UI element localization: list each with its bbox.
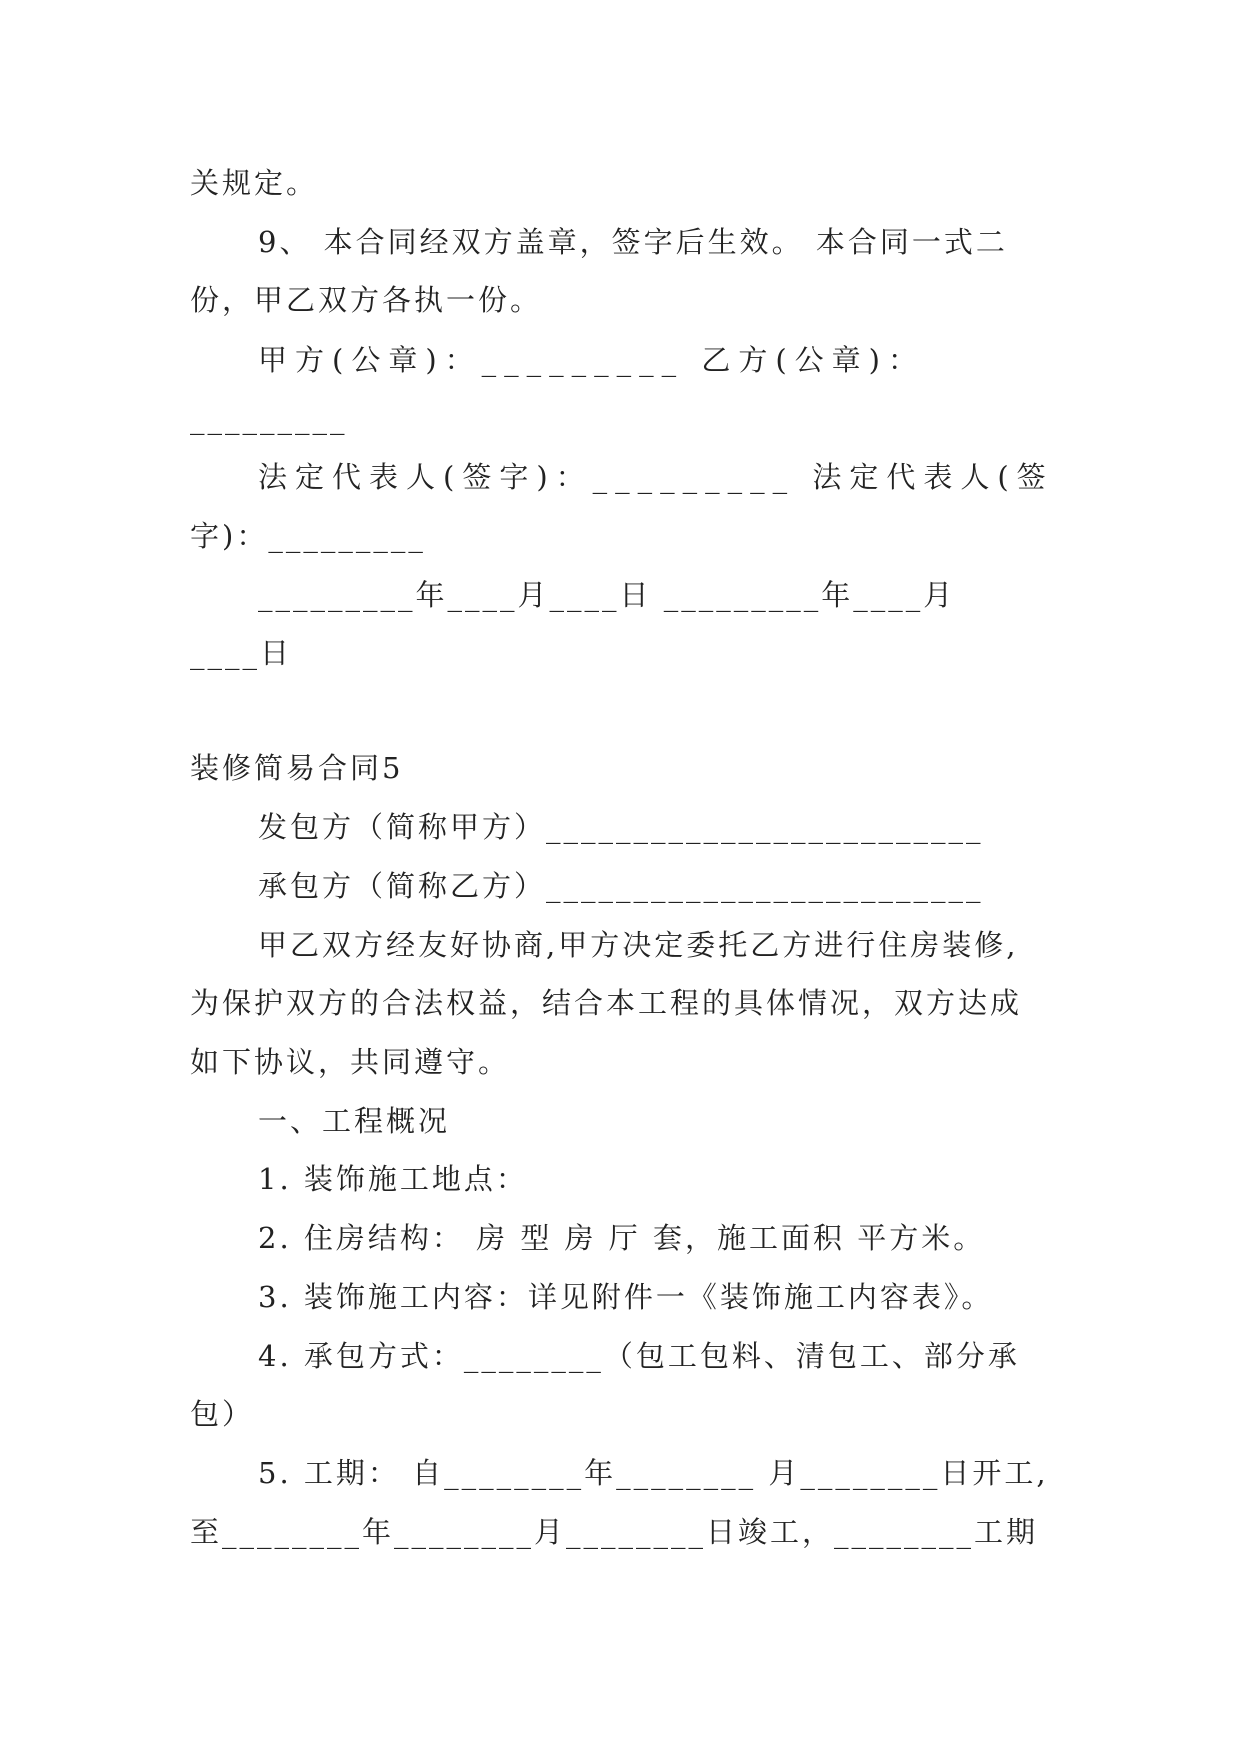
text-line: 份，甲乙双方各执一份。 — [190, 283, 543, 317]
clause-item: 1. 装饰施工地点： — [258, 1162, 528, 1196]
clause-item: 5. 工期： 自________年________ 月________日开工, — [258, 1456, 1049, 1490]
party-b-line: 承包方（简称乙方）_________________________ — [258, 869, 984, 903]
text-line: 为保护双方的合法权益，结合本工程的具体情况，双方达成 — [190, 986, 1023, 1020]
date-line: _________年____月____日 _________年____月 — [258, 578, 956, 612]
text-line: 9、 本合同经双方盖章，签字后生效。 本合同一式二 — [258, 225, 1008, 259]
text-line: ____日 — [190, 636, 293, 670]
clause-item: 4. 承包方式：________（包工包料、清包工、部分承 — [258, 1339, 1020, 1373]
section-title: 装修简易合同5 — [190, 751, 404, 785]
text-line: _________ — [190, 401, 348, 435]
clause-item: 2. 住房结构： 房 型 房 厅 套，施工面积 平方米。 — [258, 1221, 986, 1255]
section-heading: 一、工程概况 — [258, 1104, 451, 1138]
legal-representative-line: 法定代表人(签字)：_________ 法定代表人(签 — [258, 460, 1054, 494]
text-line: 如下协议，共同遵守。 — [190, 1045, 511, 1079]
text-line: 甲乙双方经友好协商,甲方决定委托乙方进行住房装修, — [258, 928, 1019, 962]
signature-line-party-a-b: 甲方(公章)：_________ 乙方(公章)： — [258, 343, 925, 377]
clause-item: 3. 装饰施工内容：详见附件一《装饰施工内容表》。 — [258, 1280, 994, 1314]
text-line: 关规定。 — [190, 166, 319, 200]
text-line: 字)：_________ — [190, 519, 426, 553]
text-line: 至________年________月________日竣工，________工期 — [190, 1515, 1039, 1549]
text-line: 包） — [190, 1397, 255, 1431]
party-a-line: 发包方（简称甲方）_________________________ — [258, 810, 984, 844]
